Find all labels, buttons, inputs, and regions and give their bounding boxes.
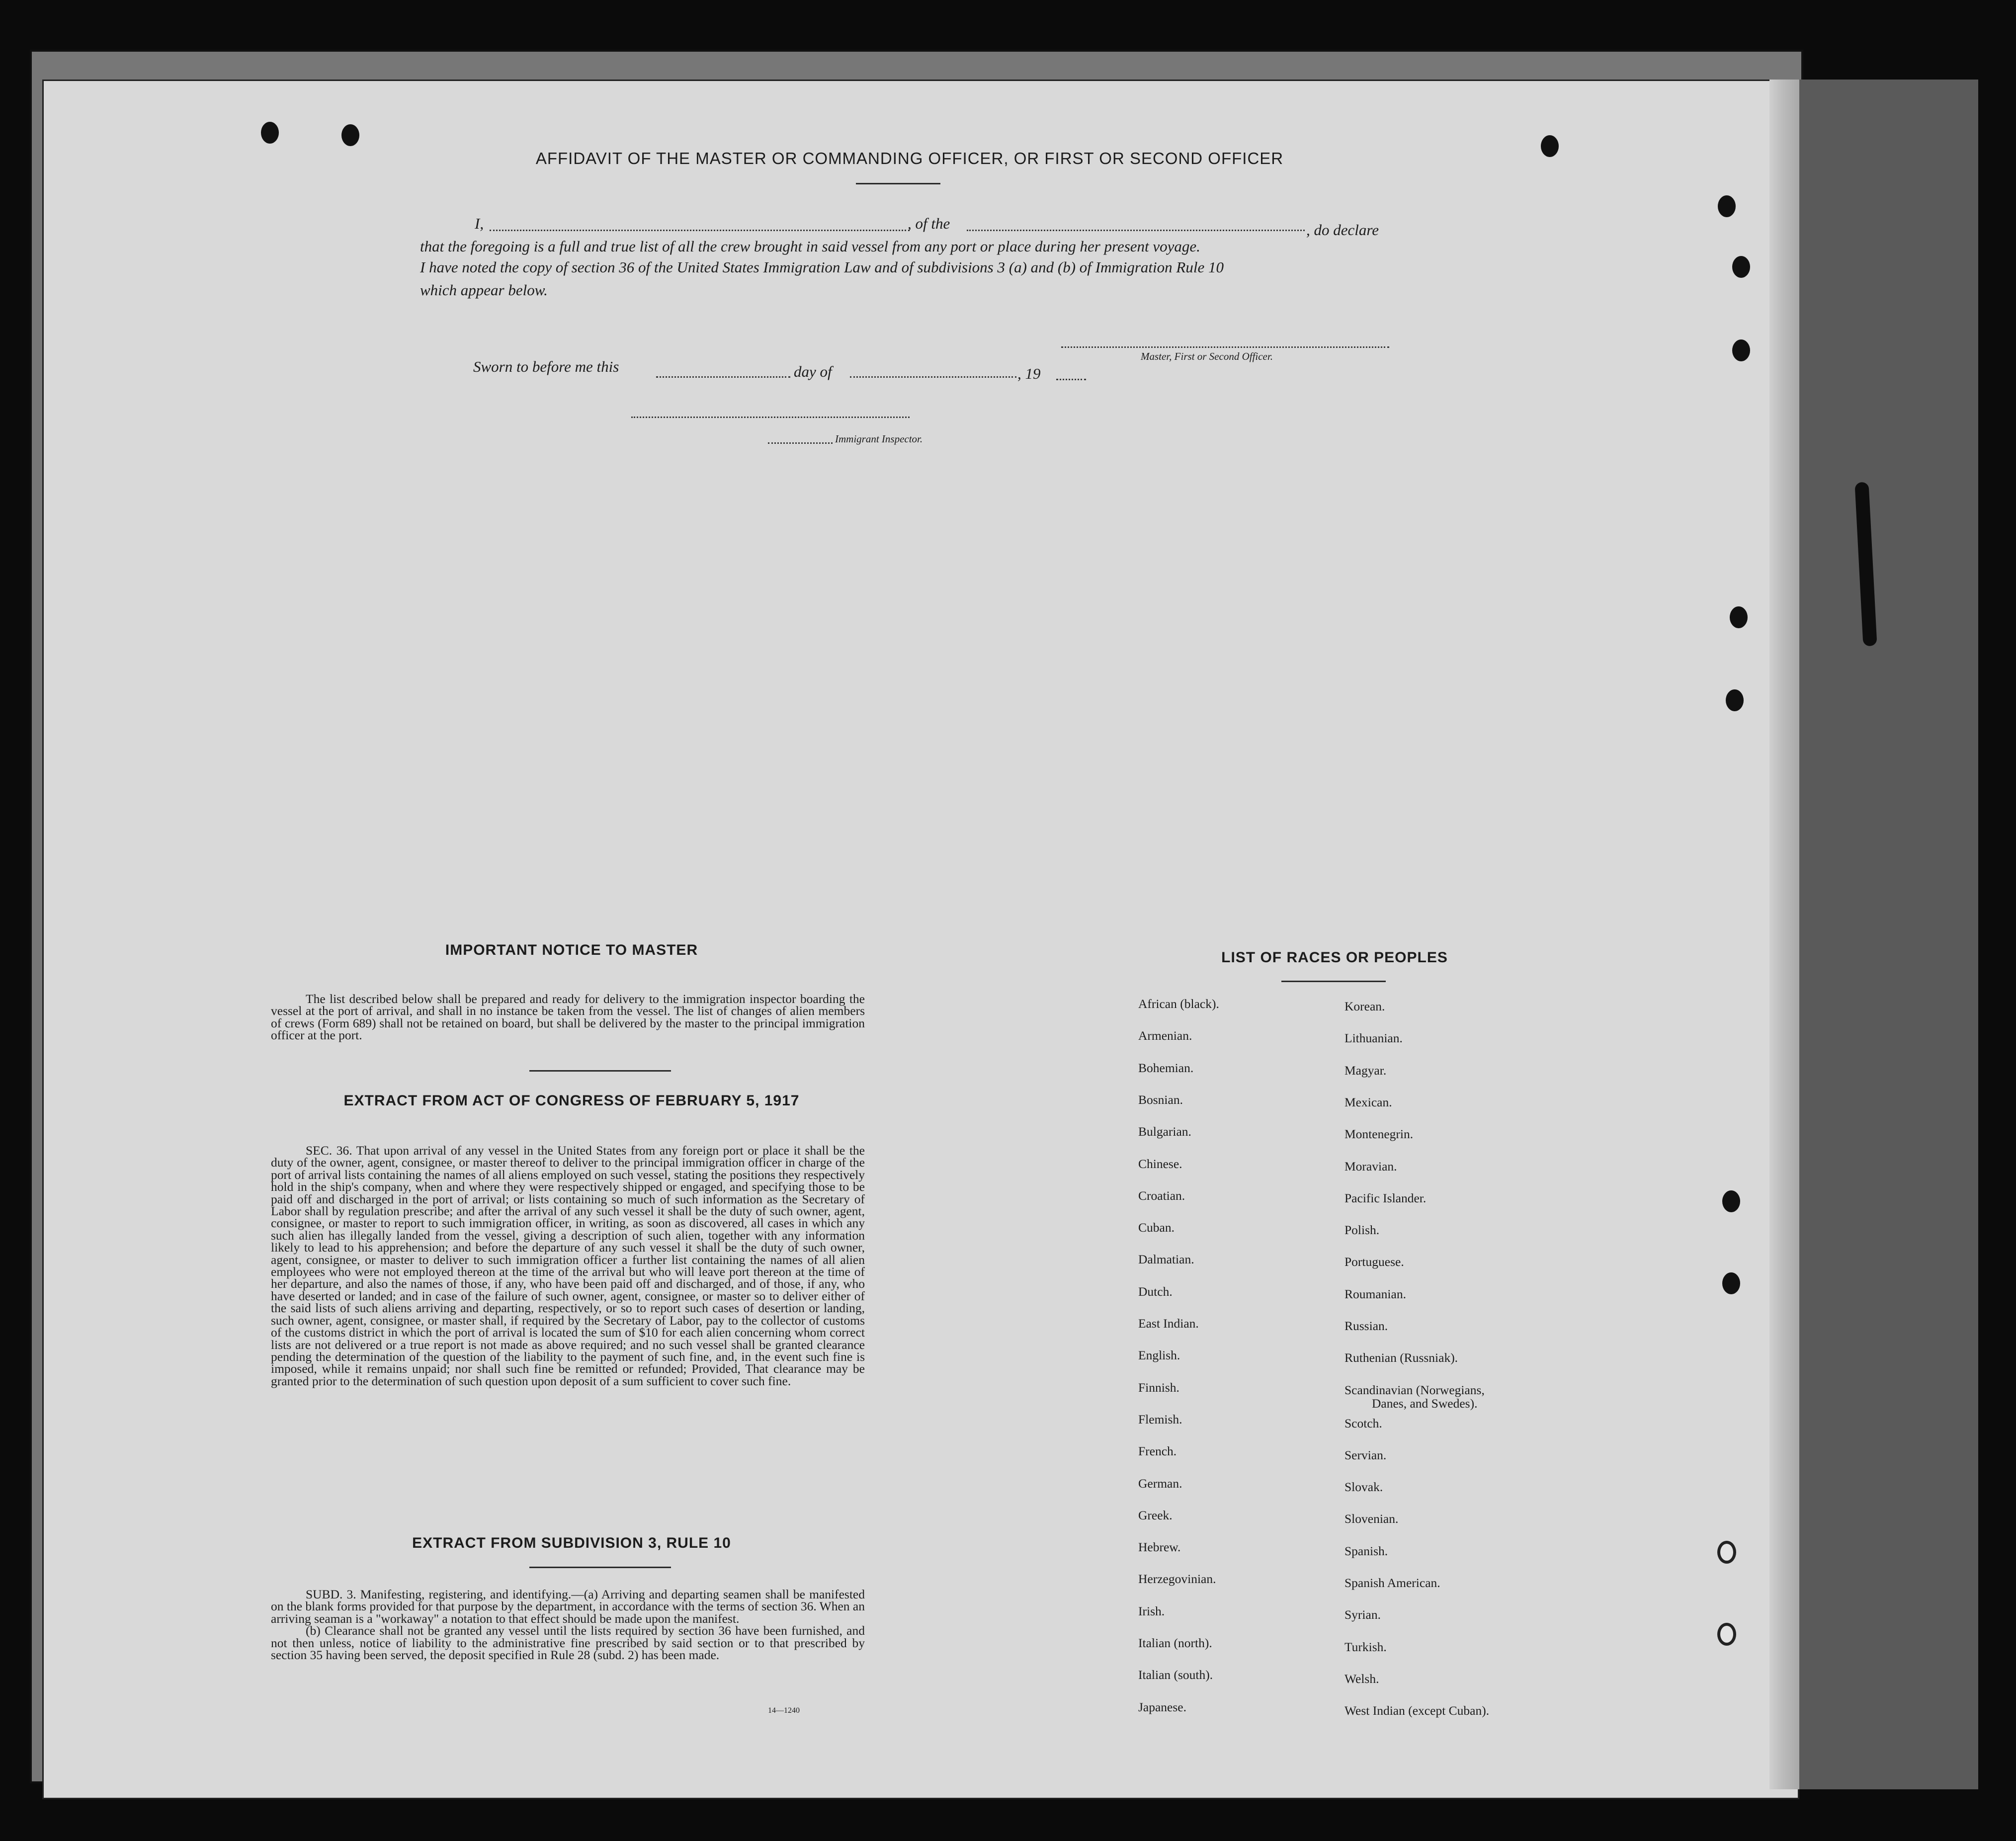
sworn-day-blank — [656, 376, 790, 378]
race-entry: Scotch. — [1344, 1416, 1382, 1430]
master-label: Master, First or Second Officer. — [1141, 350, 1273, 362]
race-entry: Mexican. — [1344, 1095, 1392, 1109]
notice-paragraph: The list described below shall be prepared and ready for delivery to the immigration inspector boarding the vessel at the port of arrival, and shall in no instance be taken from the vessel. The list of changes of alien members of crews (Form 689) shall not be retained on board, but shall be delivered by the master to the principal immigration officer at the port. — [271, 992, 865, 1043]
race-entry: Flemish. — [1138, 1412, 1182, 1426]
race-entry: East Indian. — [1138, 1316, 1199, 1331]
act-extract-text — [271, 1145, 865, 1387]
sworn-label: Sworn to before me this — [473, 358, 619, 375]
race-entry: Pacific Islander. — [1344, 1191, 1427, 1205]
race-entry: Servian. — [1344, 1448, 1387, 1462]
race-entry: Bosnian. — [1138, 1092, 1183, 1107]
race-entry: Danes, and Swedes). — [1372, 1396, 1478, 1411]
race-entry: Turkish. — [1344, 1640, 1387, 1654]
race-entry: Bohemian. — [1138, 1061, 1194, 1075]
race-entry: African (black). — [1138, 997, 1219, 1011]
punch-hole — [341, 124, 359, 146]
race-entry: Korean. — [1344, 999, 1385, 1013]
punch-hole — [1726, 689, 1744, 711]
race-entry: Syrian. — [1344, 1607, 1381, 1622]
rule-extract-heading: EXTRACT FROM SUBDIVISION 3, RULE 10 — [412, 1535, 731, 1551]
race-entry: Slovenian. — [1344, 1511, 1399, 1526]
race-entry: Polish. — [1344, 1223, 1380, 1237]
affidavit-line: I have noted the copy of section 36 of the United States Immigration Law and of subdivisions 3 (a) and (b) of Immigration Rule 10 — [420, 258, 1224, 276]
race-entry: Herzegovinian. — [1138, 1572, 1216, 1586]
race-entry: Welsh. — [1344, 1672, 1379, 1686]
form-number: 14—1240 — [768, 1706, 800, 1715]
punch-hole — [1717, 1623, 1736, 1646]
race-entry: Roumanian. — [1344, 1287, 1406, 1301]
race-entry: Cuban. — [1138, 1220, 1175, 1235]
race-entry: Greek. — [1138, 1508, 1173, 1522]
inspector-signature-blank — [631, 417, 910, 418]
race-entry: Portuguese. — [1344, 1255, 1404, 1269]
affiant-label: I, — [475, 215, 484, 232]
underlying-page — [1789, 80, 1978, 1789]
day-of-label: day of — [794, 363, 832, 380]
race-entry: Magyar. — [1344, 1063, 1387, 1078]
sworn-month-blank — [850, 376, 1016, 378]
punch-hole — [1541, 135, 1559, 157]
race-entry: Armenian. — [1138, 1028, 1192, 1043]
punch-hole — [1730, 606, 1748, 628]
do-declare-label: , do declare — [1306, 221, 1379, 239]
affiant-name-blank — [490, 230, 910, 231]
sworn-year-blank — [1056, 379, 1086, 380]
divider — [529, 1070, 671, 1072]
race-entry: Montenegrin. — [1344, 1127, 1414, 1141]
race-entry: Moravian. — [1344, 1159, 1397, 1173]
race-entry: Bulgarian. — [1138, 1124, 1191, 1139]
affidavit-heading: AFFIDAVIT OF THE MASTER OR COMMANDING OFFICER, OR FIRST OR SECOND OFFICER — [535, 149, 1284, 167]
affidavit-line: which appear below. — [420, 281, 548, 299]
race-entry: Dalmatian. — [1138, 1252, 1194, 1266]
act-extract-heading: EXTRACT FROM ACT OF CONGRESS OF FEBRUARY 5, 1917 — [343, 1092, 800, 1109]
notice-text — [271, 993, 865, 1042]
race-entry: Spanish American. — [1344, 1576, 1440, 1590]
subdivision-b-paragraph: (b) Clearance shall not be granted any vessel until the lists required by section 36 have been furnished, and not then unless, notice of liability to the administrative fine prescribed by said section or to that prescribed by section 35 having been served, the deposit specified in Rule 28 (subd. 2) has been made. — [271, 1623, 865, 1663]
punch-hole — [1732, 256, 1750, 278]
punch-hole — [1722, 1272, 1740, 1294]
races-heading: LIST OF RACES OR PEOPLES — [1221, 949, 1448, 966]
punch-hole — [1718, 195, 1736, 217]
race-entry: Finnish. — [1138, 1380, 1179, 1395]
section-36-paragraph: SEC. 36. That upon arrival of any vessel in the United States from any foreign port or place it shall be the duty of the owner, agent, consignee, or master thereof to deliver to the principal immigration officer in charge of the port of arrival lists containing the names of all aliens employed on such vessel, stating the positions they respectively hold in the ship's company, when and where they were respectively shipped or engaged, and specifying those to be paid off and discharged in the port of arrival; or lists containing so much of such information as the Secretary of Labor shall by regulation prescribe; and after the arrival of any such vessel it shall be the duty of such owner, agent, consignee, or master to report to such immigration officer, in writing, as soon as discovered, all cases in which any such alien has illegally landed from the vessel, giving a description of such alien, together with any information likely to lead to his apprehension; and before the departure of any such vessel it shall be the duty of such owner, agent, consignee, or master to deliver to such immigration officer a further list containing the names of all alien employees who were not employed thereon at the time of the arrival but who will leave port thereon at the time of her departure, and also the names of those, if any, who have been paid off and discharged, and of those, if any, who have deserted or landed; and in case of the failure of such owner, agent, consignee, or master so to deliver either of the said lists of such aliens arriving and departing, respectively, or so to report such cases of desertion or landing, such owner, agent, consignee, or master shall, if required by the Secretary of Labor, pay to the collector of customs of the customs district in which the port of arrival is located the sum of $10 for each alien concerning whom correct lists are not delivered or a true report is not made as above required; and no such vessel shall be granted clearance pending the determination of the question of the liability to the payment of such fine, and, in the event such fine is imposed, while it remains unpaid; nor shall such fine be remitted or refunded; Provided, That clearance may be granted prior to the determination of such question upon deposit of a sum sufficient to cover such fine. — [271, 1143, 865, 1388]
punch-hole — [1717, 1541, 1736, 1564]
affidavit-line: that the foregoing is a full and true list of all the crew brought in said vessel from any port or place during her present voyage. — [420, 238, 1200, 255]
race-entry: Italian (south). — [1138, 1668, 1213, 1682]
of-the-label: , of the — [908, 215, 950, 232]
punch-hole — [261, 122, 279, 144]
race-entry: Chinese. — [1138, 1157, 1182, 1171]
race-entry: Japanese. — [1138, 1700, 1186, 1714]
race-entry: Russian. — [1344, 1319, 1388, 1333]
page-edge — [1769, 80, 1799, 1789]
inspector-label: Immigrant Inspector. — [835, 433, 923, 445]
year-label: , 19 — [1017, 365, 1041, 382]
notice-heading: IMPORTANT NOTICE TO MASTER — [445, 942, 698, 958]
race-entry: English. — [1138, 1348, 1180, 1362]
rule-extract-text — [271, 1589, 865, 1661]
punch-hole — [1732, 339, 1750, 361]
race-entry: Irish. — [1138, 1604, 1165, 1618]
race-entry: Dutch. — [1138, 1284, 1173, 1299]
race-entry: Spanish. — [1344, 1544, 1388, 1558]
race-entry: Scandinavian (Norwegians, — [1344, 1383, 1485, 1397]
vessel-name-blank — [967, 230, 1305, 231]
subdivision-a-paragraph: SUBD. 3. Manifesting, registering, and identifying.—(a) Arriving and departing seamen shall be manifested on the blank forms provided for that purpose by the department, in accordance with the terms of section 36. When an arriving seaman is a "workaway" a notation to that effect should be made upon the manifest. — [271, 1587, 865, 1626]
divider — [1281, 981, 1386, 982]
race-entry: French. — [1138, 1444, 1177, 1458]
divider — [856, 183, 940, 184]
race-entry: Hebrew. — [1138, 1540, 1181, 1554]
punch-hole — [1722, 1190, 1740, 1212]
race-entry: Ruthenian (Russniak). — [1344, 1350, 1458, 1365]
race-entry: Croatian. — [1138, 1188, 1185, 1203]
master-signature-blank — [1061, 346, 1389, 348]
race-entry: Italian (north). — [1138, 1636, 1212, 1650]
inspector-dotted-lead — [768, 442, 833, 444]
divider — [529, 1567, 671, 1568]
race-entry: Lithuanian. — [1344, 1031, 1403, 1045]
race-entry: German. — [1138, 1476, 1182, 1491]
race-entry: West Indian (except Cuban). — [1344, 1703, 1490, 1718]
race-entry: Slovak. — [1344, 1480, 1383, 1494]
